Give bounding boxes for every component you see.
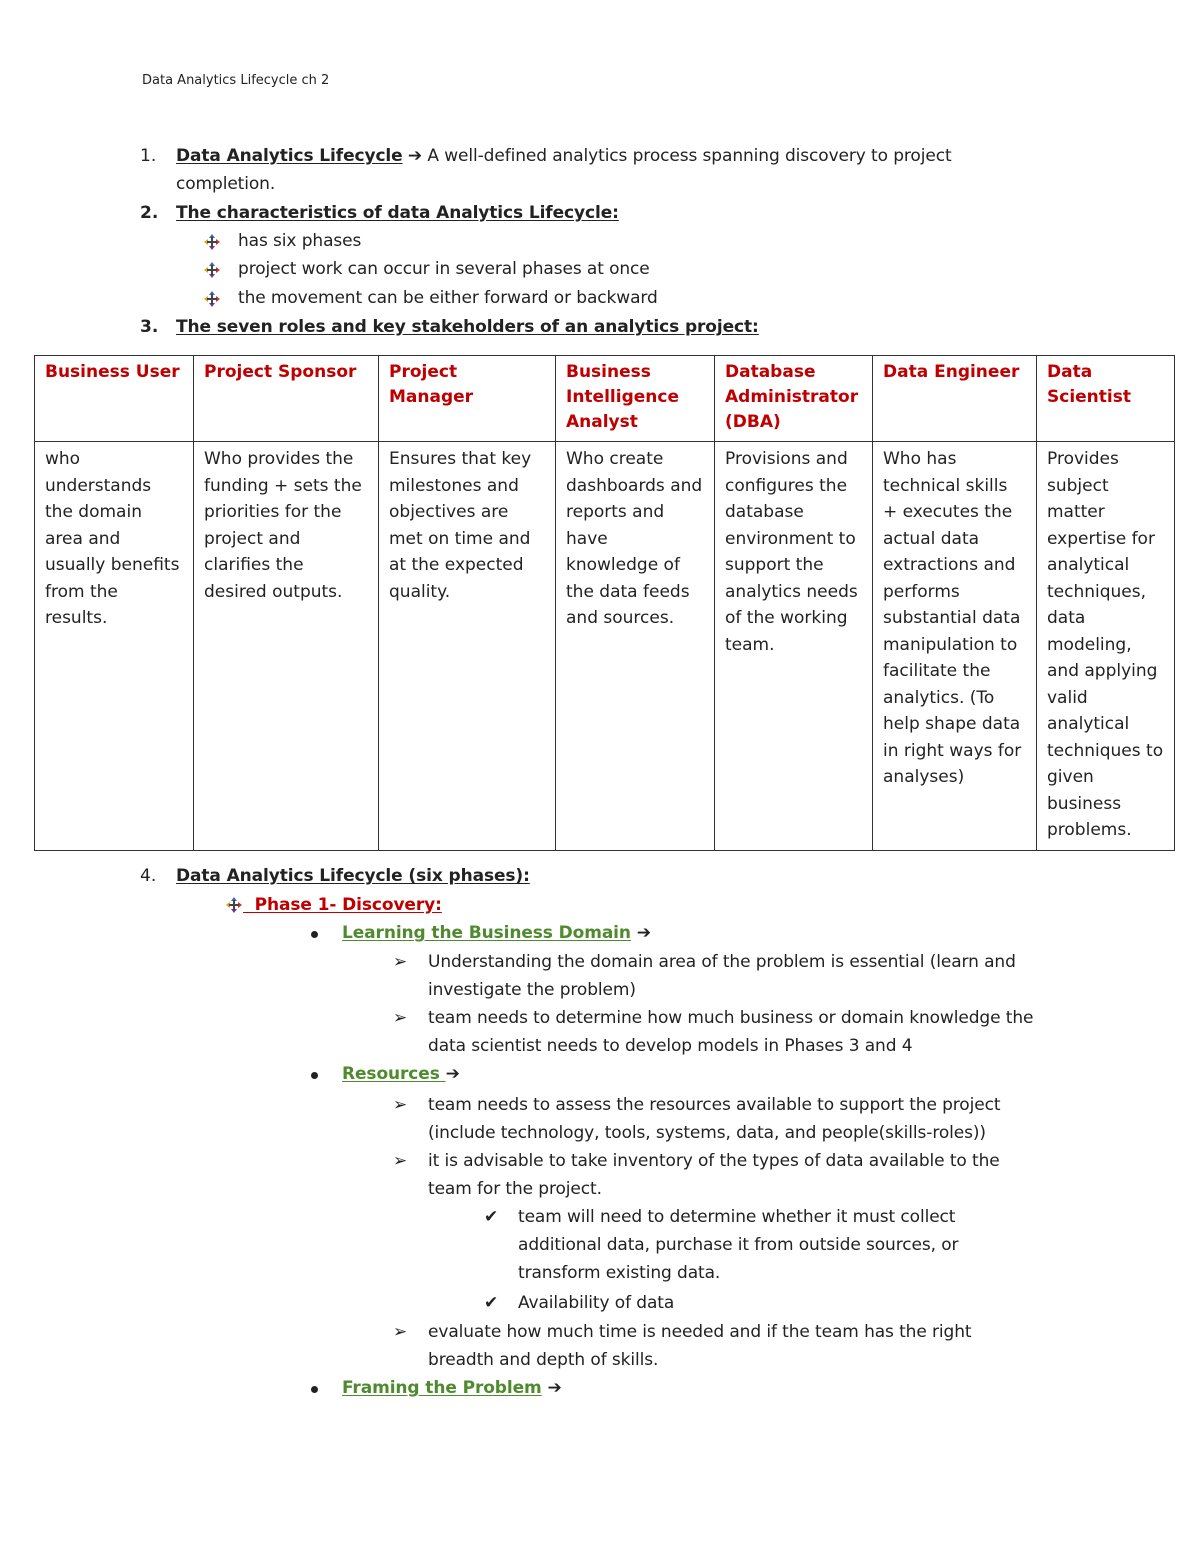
quad-arrow-bullet-icon [225, 896, 243, 914]
learning-point-2-line2: data scientist needs to develop models in Phases 3 and 4 [428, 1036, 913, 1056]
arrow-icon: ➔ [445, 1064, 460, 1084]
arrow-icon: ➔ [407, 146, 423, 166]
resources-point-1-line1: team needs to assess the resources available to support the project [428, 1095, 1001, 1115]
item4-title: Data Analytics Lifecycle (six phases): [176, 866, 530, 886]
list-number-1: 1. [140, 146, 157, 166]
role-description: Who has technical skills + executes the actual data extractions and performs substantial data manipulation to facilitate the analytics. (To help shape data in right ways for analyses) [873, 442, 1037, 851]
arrowhead-bullet-icon: ➢ [393, 1008, 408, 1028]
phase1-title: Phase 1- Discovery: [243, 895, 442, 915]
round-bullet-icon [311, 1386, 318, 1393]
role-description: Who create dashboards and reports and have knowledge of the data feeds and sources. [556, 442, 715, 851]
item2-bullet-1: has six phases [238, 231, 362, 251]
resources-check-2: Availability of data [518, 1293, 675, 1313]
item1-line1 [176, 146, 952, 166]
role-header: Data Engineer [873, 356, 1037, 442]
role-header: Database Administrator (DBA) [715, 356, 873, 442]
role-description: Ensures that key milestones and objectives are met on time and at the expected quality. [379, 442, 556, 851]
resources-point-3-line1: evaluate how much time is needed and if the team has the right [428, 1322, 972, 1342]
role-header: Business Intelligence Analyst [556, 356, 715, 442]
item1-term: Data Analytics Lifecycle [176, 146, 403, 166]
framing-line [342, 1378, 562, 1398]
check-mark-icon: ✔ [484, 1293, 499, 1313]
resources-point-1-line2: (include technology, tools, systems, data, and people(skills-roles)) [428, 1123, 986, 1143]
resources-check-1-line1: team will need to determine whether it must collect [518, 1207, 956, 1227]
arrow-icon: ➔ [630, 923, 651, 943]
resources-point-2-line2: team for the project. [428, 1179, 602, 1199]
list-number-4: 4. [140, 866, 157, 886]
resources-label: Resources [342, 1064, 446, 1084]
quad-arrow-bullet-icon [203, 233, 221, 251]
item3-title: The seven roles and key stakeholders of an analytics project: [176, 317, 759, 337]
role-description: Provides subject matter expertise for analytical techniques, data modeling, and applying valid analytical techniques to given business problems. [1037, 442, 1175, 851]
arrow-icon: ➔ [541, 1378, 562, 1398]
round-bullet-icon [311, 1072, 318, 1079]
resources-point-3-line2: breadth and depth of skills. [428, 1350, 659, 1370]
role-description: Provisions and configures the database environment to support the analytics needs of the working team. [715, 442, 873, 851]
role-header: Project Sponsor [194, 356, 379, 442]
roles-header-row [35, 356, 1175, 442]
arrowhead-bullet-icon: ➢ [393, 1151, 408, 1171]
role-description: Who provides the funding + sets the priorities for the project and clarifies the desired outputs. [194, 442, 379, 851]
check-mark-icon: ✔ [484, 1207, 499, 1227]
role-description: who understands the domain area and usually benefits from the results. [35, 442, 194, 851]
resources-check-1-line3: transform existing data. [518, 1263, 721, 1283]
role-header: Data Scientist [1037, 356, 1175, 442]
item2-bullet-3: the movement can be either forward or backward [238, 288, 658, 308]
framing-label: Framing the Problem [342, 1378, 542, 1398]
learning-point-2-line1: team needs to determine how much business or domain knowledge the [428, 1008, 1034, 1028]
roles-description-row [35, 442, 1175, 851]
arrowhead-bullet-icon: ➢ [393, 1322, 408, 1342]
quad-arrow-bullet-icon [203, 261, 221, 279]
arrowhead-bullet-icon: ➢ [393, 1095, 408, 1115]
role-header: Project Manager [379, 356, 556, 442]
round-bullet-icon [311, 931, 318, 938]
learning-label: Learning the Business Domain [342, 923, 631, 943]
resources-point-2-line1: it is advisable to take inventory of the types of data available to the [428, 1151, 1000, 1171]
page-header: Data Analytics Lifecycle ch 2 [142, 73, 330, 88]
roles-table [34, 355, 1175, 851]
learning-point-1-line2: investigate the problem) [428, 980, 636, 1000]
role-header: Business User [35, 356, 194, 442]
learning-line [342, 923, 651, 943]
arrowhead-bullet-icon: ➢ [393, 952, 408, 972]
quad-arrow-bullet-icon [203, 290, 221, 308]
item1-line2: completion. [176, 174, 276, 194]
resources-line [342, 1064, 460, 1084]
item2-title: The characteristics of data Analytics Lifecycle: [176, 203, 619, 223]
resources-check-1-line2: additional data, purchase it from outside sources, or [518, 1235, 959, 1255]
item1-definition: A well-defined analytics process spanning discovery to project [422, 146, 952, 166]
learning-point-1-line1: Understanding the domain area of the problem is essential (learn and [428, 952, 1016, 972]
item2-bullet-2: project work can occur in several phases at once [238, 259, 650, 279]
list-number-3: 3. [140, 317, 159, 337]
list-number-2: 2. [140, 203, 159, 223]
